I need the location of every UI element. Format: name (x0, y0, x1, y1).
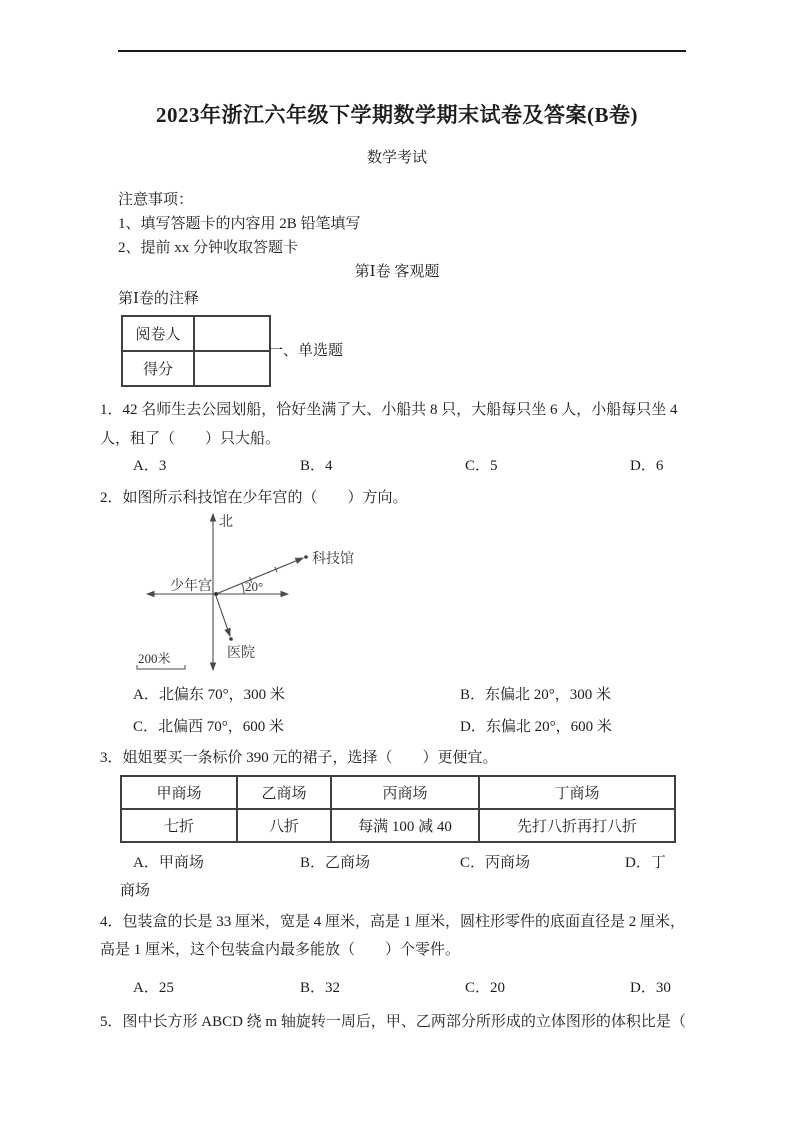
score-label-cell: 得分 (122, 351, 194, 386)
reviewer-label-cell: 阅卷人 (122, 316, 194, 351)
question-4-line1: 4．包装盒的长是 33 厘米，宽是 4 厘米，高是 1 厘米，圆柱形零件的底面直径是 2 厘米， (100, 914, 686, 930)
q2-option-d: D．东偏北 20°，600 米 (460, 719, 612, 735)
volume-note: 第Ⅰ卷的注释 (118, 291, 199, 307)
store-b-header: 乙商场 (237, 776, 331, 809)
hospital-label: 医院 (227, 646, 255, 661)
store-d-header: 丁商场 (479, 776, 675, 809)
store-a-header: 甲商场 (121, 776, 237, 809)
score-table (121, 315, 271, 387)
question-1-line1: 1．42 名师生去公园划船，恰好坐满了大、小船共 8 只，大船每只坐 6 人，小船每只坐 4 (100, 402, 678, 418)
q1-option-a: A．3 (133, 458, 167, 474)
store-c-offer: 每满 100 减 40 (331, 809, 479, 842)
q3-option-d-wrap: 商场 (120, 883, 151, 899)
note-item-2: 2、提前 xx 分钟收取答题卡 (118, 240, 299, 256)
q2-option-b: B．东偏北 20°，300 米 (460, 687, 612, 703)
q1-option-b: B．4 (300, 458, 333, 474)
q3-option-c: C．丙商场 (460, 855, 531, 871)
museum-point (304, 555, 308, 559)
q4-option-d: D．30 (630, 980, 671, 996)
q3-option-d: D．丁 (625, 855, 666, 871)
q4-option-a: A．25 (133, 980, 174, 996)
discount-table (120, 775, 676, 843)
reviewer-blank-cell (194, 316, 270, 351)
question-3-text: 3．姐姐要买一条标价 390 元的裙子，选择（ ）更便宜。 (100, 750, 498, 766)
exam-subtitle: 数学考试 (366, 150, 427, 166)
question-2-text: 2．如图所示科技馆在少年宫的（ ）方向。 (100, 490, 408, 506)
question-4-line2: 高是 1 厘米，这个包装盒内最多能放（ ）个零件。 (100, 942, 461, 958)
score-blank-cell (194, 351, 270, 386)
q1-option-d: D．6 (630, 458, 664, 474)
north-label: 北 (219, 515, 233, 530)
museum-label: 科技馆 (312, 552, 354, 567)
q2-option-c: C．北偏西 70°，600 米 (133, 719, 285, 735)
part-heading: 一、单选题 (268, 343, 344, 359)
direction-diagram (130, 503, 360, 678)
note-item-1: 1、填写答题卡的内容用 2B 铅笔填写 (118, 216, 361, 232)
store-a-offer: 七折 (121, 809, 237, 842)
scale-label: 200米 (138, 651, 171, 666)
question-5-line1: 5．图中长方形 ABCD 绕 m 轴旋转一周后，甲、乙两部分所形成的立体图形的体积比是（ (100, 1014, 686, 1030)
center-label: 少年宫 (170, 579, 212, 594)
page-title: 2023年浙江六年级下学期数学期末试卷及答案(B卷) (156, 103, 638, 127)
notes-heading: 注意事项： (118, 192, 194, 208)
hospital-ray (216, 596, 230, 636)
q4-option-c: C．20 (465, 980, 506, 996)
store-d-offer: 先打八折再打八折 (479, 809, 675, 842)
angle-label: 20° (245, 579, 264, 594)
q2-option-a: A．北偏东 70°，300 米 (133, 687, 285, 703)
q4-option-b: B．32 (300, 980, 341, 996)
store-c-header: 丙商场 (331, 776, 479, 809)
store-b-offer: 八折 (237, 809, 331, 842)
hospital-point (229, 637, 233, 641)
volume-heading: 第Ⅰ卷 客观题 (354, 264, 440, 280)
q1-option-c: C．5 (465, 458, 498, 474)
angle-arc (242, 583, 244, 594)
question-1-line2: 人，租了（ ）只大船。 (100, 431, 281, 447)
q3-option-b: B．乙商场 (300, 855, 371, 871)
q3-option-a: A．甲商场 (133, 855, 204, 871)
center-point (214, 592, 218, 596)
header-rule (118, 50, 686, 52)
